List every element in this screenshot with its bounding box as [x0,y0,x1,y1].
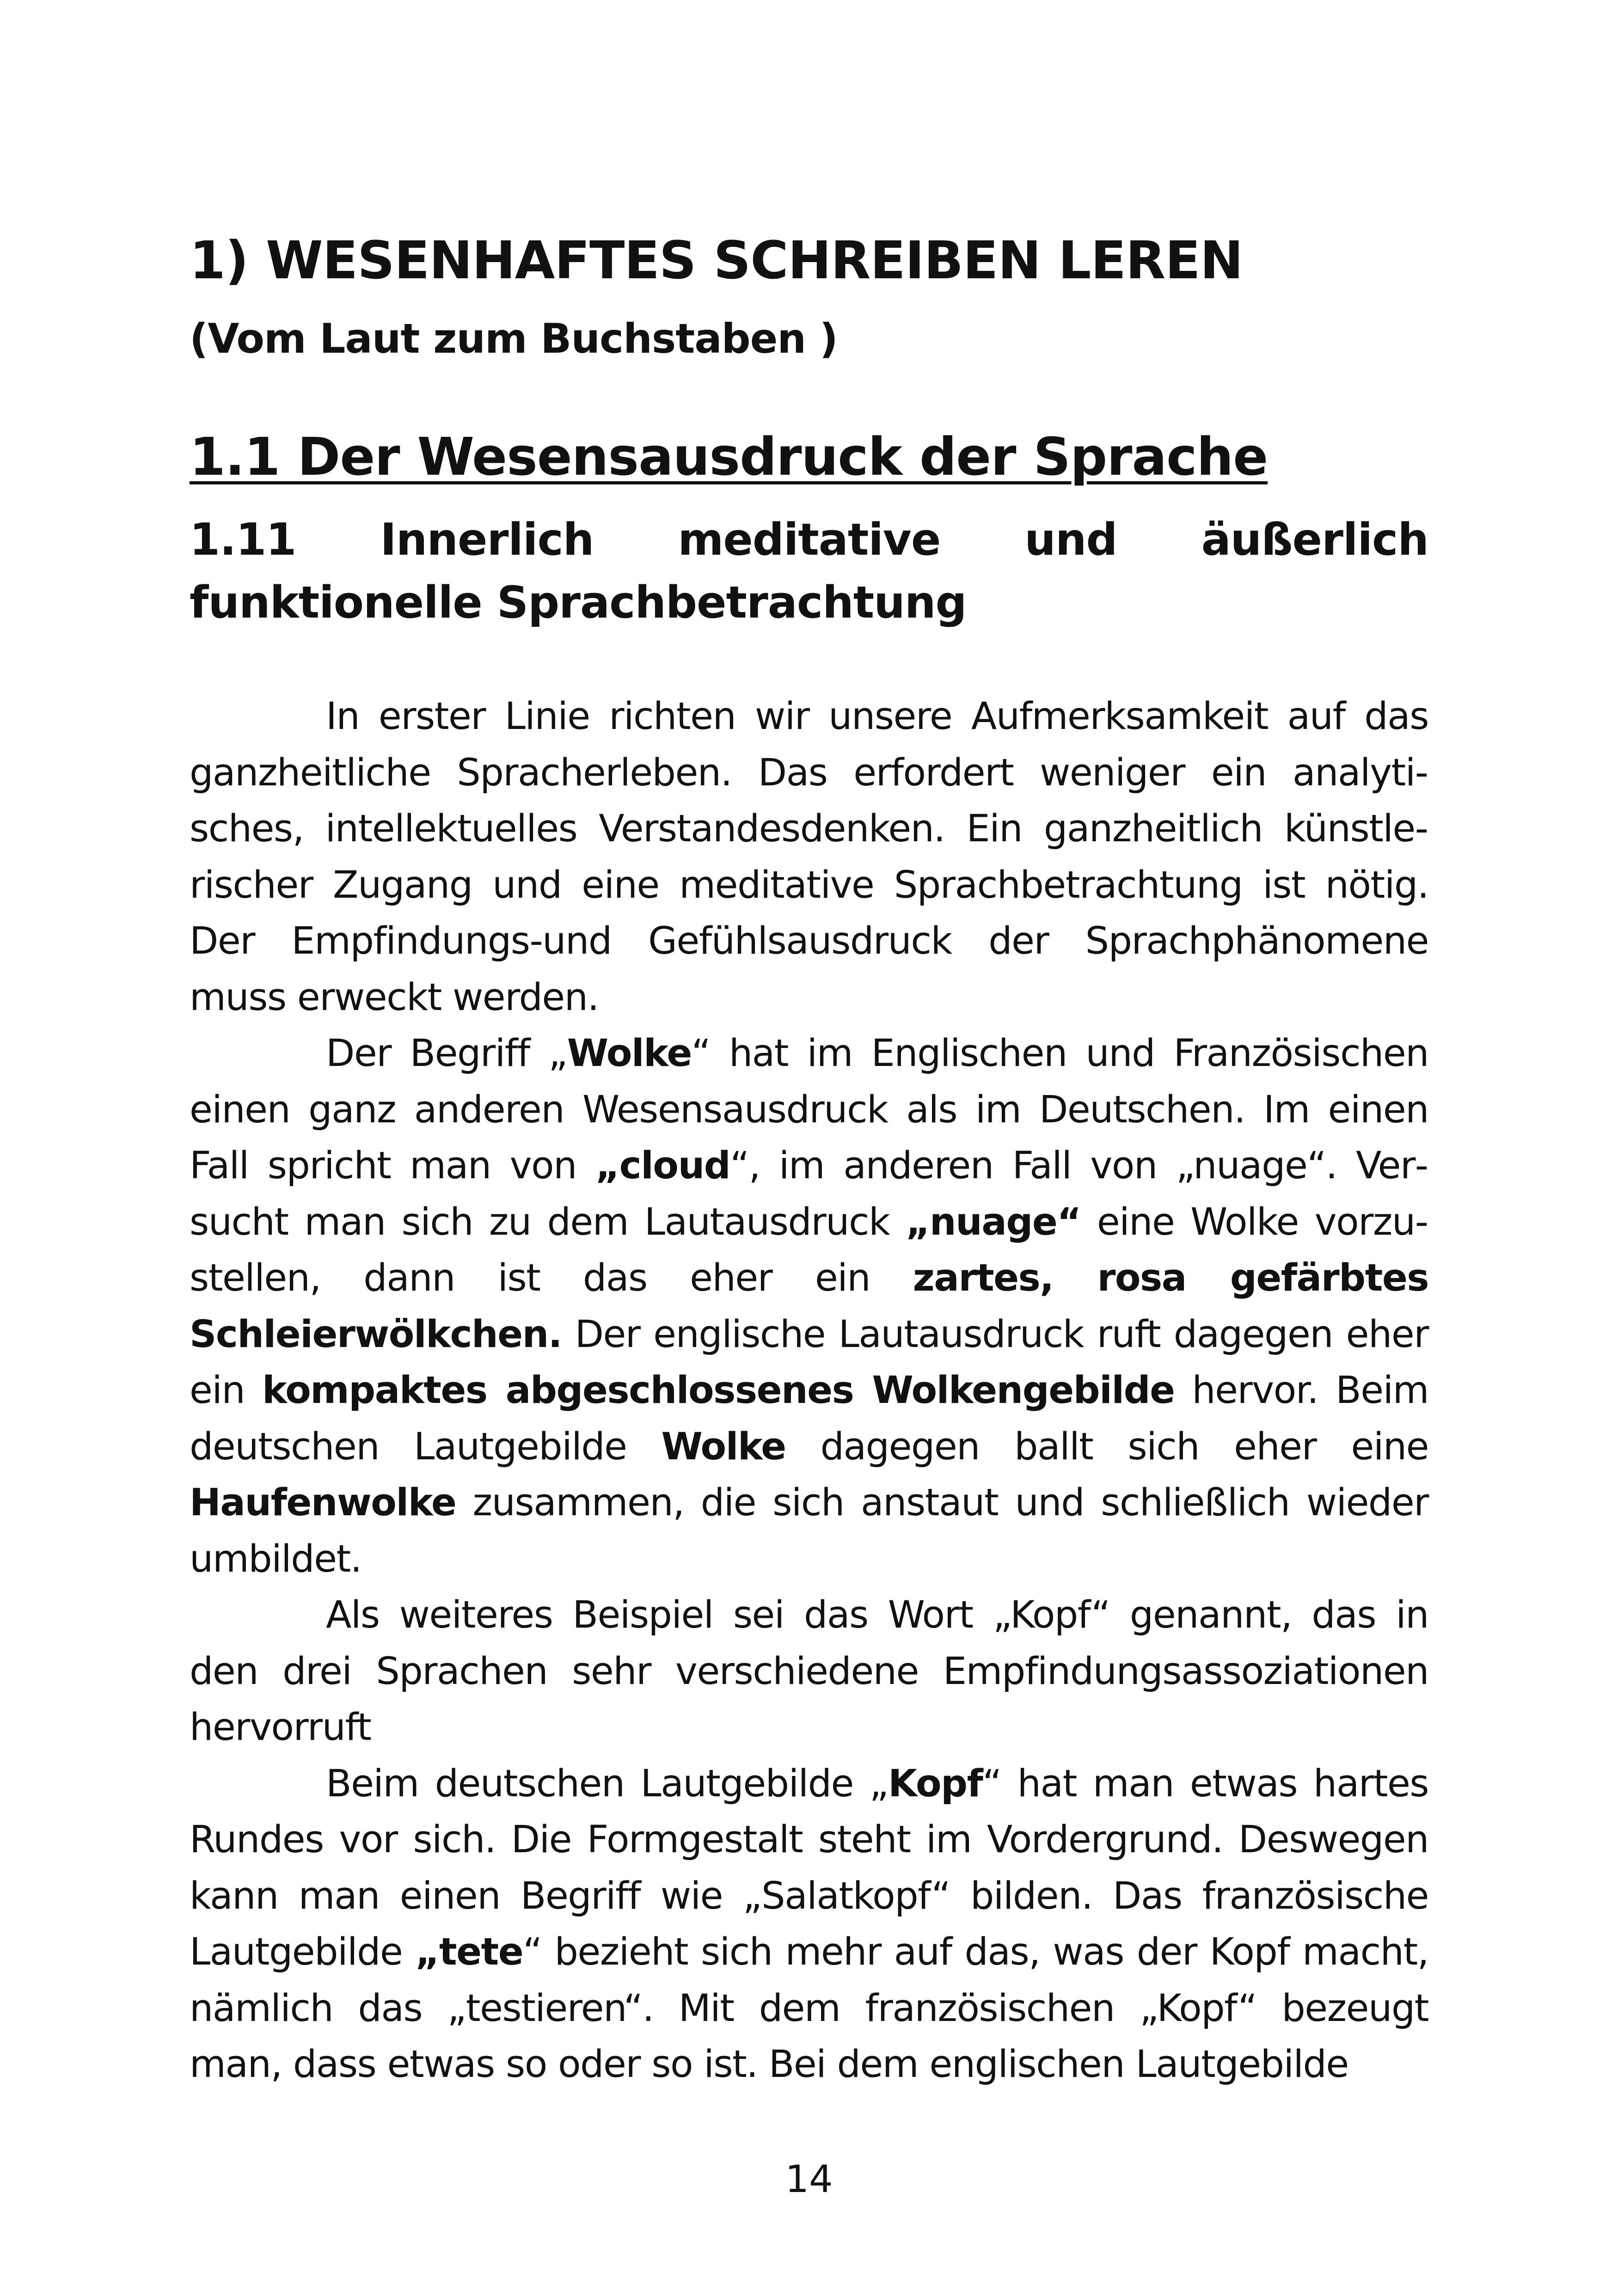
text-run: dagegen ballt sich eher eine [785,1425,1429,1469]
page-number: 14 [785,2158,833,2201]
text-run: “ hat man etwas hartes Rundes vor sich. Die Formgestalt steht im Vordergrund. Deswegen kann man einen Begriff wie „Salatkopf“ bilden. Das französische Lautgebilde [190,1762,1428,1974]
subsection-title: 1.11 Innerlich meditative und äußerlich funktionelle Sprachbetrachtung [190,514,1428,628]
chapter-subtitle: (Vom Laut zum Buchstaben ) [190,315,838,362]
text-run: Der englische Lautausdruck ruft dagegen eher ein [190,1312,1428,1412]
text-run: “ hat im Englischen und Französischen einen ganz anderen Wesensausdruck als im Deutschen. Im einen Fall spricht man von [190,1032,1429,1188]
bold-term: „nuage“ [906,1200,1081,1244]
text-run: eine Wolke vorzustellen, dann ist das eher ein [190,1200,1428,1300]
paragraph-4 [190,1756,1428,2093]
bold-term: Kopf [888,1762,983,1806]
text-run: “, im anderen Fall von „nuage“. Versucht man sich zu dem Lautausdruck [190,1144,1428,1244]
section-title: 1.1 Der Wesensausdruck der Sprache [190,427,1268,487]
text-run: Der Begriff „ [326,1032,567,1075]
text-run: zusammen, die sich anstaut und schließlich wieder umbildet. [190,1481,1428,1581]
paragraph-2 [190,1026,1428,1587]
bold-term: Wolke [661,1425,786,1469]
text-run: “ bezieht sich mehr auf das, was der Kopf macht, nämlich das „testieren“. Mit dem französischen „Kopf“ bezeugt man, dass etwas so oder so ist. Bei dem englischen Lautgebilde [190,1930,1428,2086]
chapter-title: 1) WESENHAFTES SCHREIBEN LEREN [190,231,1243,291]
bold-term: kompaktes abgeschlossenes Wolkengebilde [262,1369,1175,1412]
bold-term: Haufenwolke [190,1481,456,1525]
paragraph-3: Als weiteres Beispiel sei das Wort „Kopf“ genannt, das in den drei Sprachen sehr verschiedene Empfindungsassoziationen hervorruft [190,1593,1428,1749]
bold-term: zartes, rosa gefärbtes Schleierwölkchen. [190,1256,1428,1356]
paragraph-1: In erster Linie richten wir unsere Aufmerksamkeit auf das ganzheitliche Spracherleben. Das erfordert weniger ein analytisches, intellektuelles Verstandesdenken. Ein ganzheitlich künstlerischer Zugang und eine meditative Sprachbetrachtung ist nötig. Der Empfindungs-und Gefühlsausdruck der Sprachphänomene muss erweckt werden. [190,695,1428,1019]
bold-term: „tete [415,1930,523,1974]
bold-term: Wolke [567,1032,692,1075]
body-text [190,689,1428,2093]
bold-term: „cloud [595,1144,730,1188]
text-run: hervor. Beim deutschen Lautgebilde [190,1369,1428,1469]
text-run: Beim deutschen Lautgebilde „ [326,1762,889,1806]
